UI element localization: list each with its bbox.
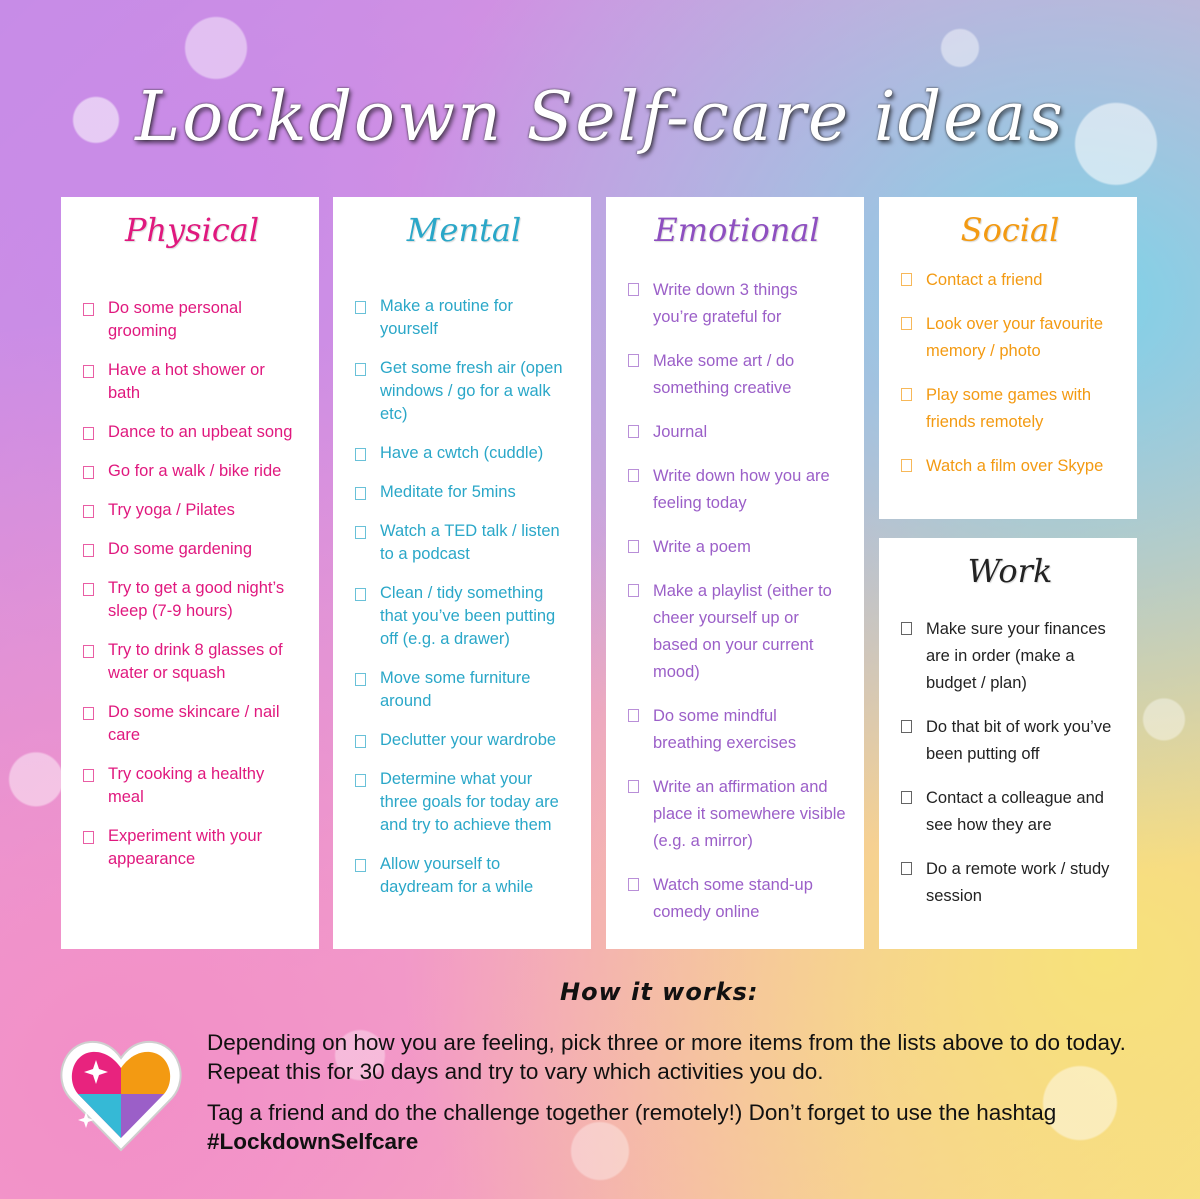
checkbox-icon [901,459,912,472]
checkbox-icon [355,673,366,686]
checkbox-icon [628,283,639,296]
list-item [355,768,573,837]
checkbox-icon [355,448,366,461]
checkbox-icon [628,354,639,367]
checkbox-icon [83,544,94,557]
list-item-label: Write down how you are feeling today [653,467,830,512]
checkbox-icon [355,363,366,376]
list-item [901,382,1119,436]
checkbox-icon [355,526,366,539]
list-item [628,703,846,757]
list-item-label: Contact a colleague and see how they are [926,789,1104,834]
social-heading: Social [960,211,1060,249]
checkbox-icon [628,469,639,482]
checkbox-icon [355,301,366,314]
checkbox-icon [355,735,366,748]
list-item [83,639,301,685]
list-item [355,442,573,465]
list-item-label: Make sure your finances are in order (make a budget / plan) [926,620,1106,692]
list-item [628,463,846,517]
list-item-label: Write an affirmation and place it somewhere visible (e.g. a mirror) [653,778,846,850]
list-item-label: Play some games with friends remotely [926,386,1092,431]
list-item-label: Watch some stand-up comedy online [653,876,813,921]
checkbox-icon [83,583,94,596]
checkbox-icon [628,780,639,793]
list-item-label: Try yoga / Pilates [108,501,235,519]
work-panel [879,538,1137,949]
list-item [901,267,1119,294]
checkbox-icon [83,769,94,782]
social-panel [879,197,1137,519]
list-item-label: Determine what your three goals for today are and try to achieve them [380,770,559,834]
list-item [628,578,846,686]
checkbox-icon [901,720,912,733]
list-item-label: Make a playlist (either to cheer yourself up or based on your current mood) [653,582,832,681]
page-title: Lockdown Self-care ideas [135,78,1065,157]
list-item [83,421,301,444]
list-item [355,520,573,566]
checkbox-icon [355,487,366,500]
checkbox-icon [83,707,94,720]
work-heading: Work [967,552,1053,590]
list-item-label: Make a routine for yourself [380,297,513,338]
list-item [901,714,1119,768]
list-item [355,357,573,426]
list-item [901,785,1119,839]
checkbox-icon [901,273,912,286]
emotional-list [628,277,846,926]
checkbox-icon [628,709,639,722]
checkbox-icon [901,317,912,330]
list-item-label: Experiment with your appearance [108,827,263,868]
how-it-works-title: How it works: [560,978,759,1006]
hashtag: #LockdownSelfcare [207,1129,419,1154]
emotional-heading: Emotional [654,211,820,249]
list-item-label: Declutter your wardrobe [380,731,557,749]
emotional-panel [606,197,864,949]
checkbox-icon [901,862,912,875]
list-item-label: Contact a friend [926,271,1043,289]
list-item-label: Do some gardening [108,540,253,558]
list-item-label: Write a poem [653,538,751,556]
list-item [83,359,301,405]
list-item-label: Allow yourself to daydream for a while [380,855,534,896]
checkbox-icon [83,466,94,479]
list-item-label: Dance to an upbeat song [108,423,293,441]
checkbox-icon [355,859,366,872]
list-item [83,763,301,809]
physical-heading: Physical [124,211,260,249]
list-item-label: Watch a film over Skype [926,457,1104,475]
list-item [83,701,301,747]
list-item-label: Have a cwtch (cuddle) [380,444,544,462]
list-item-label: Try cooking a healthy meal [108,765,265,806]
list-item-label: Go for a walk / bike ride [108,462,282,480]
list-item-label: Try to get a good night’s sleep (7-9 hours) [108,579,285,620]
checkbox-icon [628,425,639,438]
checkbox-icon [83,365,94,378]
list-item [355,582,573,651]
checkbox-icon [83,645,94,658]
list-item-label: Do some personal grooming [108,299,242,340]
checkbox-icon [628,540,639,553]
list-item-label: Journal [653,423,708,441]
list-item-label: Do some skincare / nail care [108,703,280,744]
list-item-label: Try to drink 8 glasses of water or squash [108,641,283,682]
list-item [901,311,1119,365]
list-item-label: Make some art / do something creative [653,352,795,397]
list-item-label: Write down 3 things you’re grateful for [653,281,798,326]
social-list [901,267,1119,480]
list-item [355,295,573,341]
checkbox-icon [83,303,94,316]
checkbox-icon [83,427,94,440]
list-item [355,667,573,713]
how-para-1: Depending on how you are feeling, pick three or more items from the lists above to do today. Repeat this for 30 days and try to vary which activities you do. [207,1030,1126,1084]
list-item [83,499,301,522]
list-item-label: Meditate for 5mins [380,483,516,501]
list-item-label: Clean / tidy something that you’ve been putting off (e.g. a drawer) [380,584,556,648]
checkbox-icon [83,505,94,518]
list-item-label: Get some fresh air (open windows / go for a walk etc) [380,359,563,423]
list-item [83,825,301,871]
list-item [355,481,573,504]
list-item [355,853,573,899]
list-item [83,460,301,483]
checkbox-icon [901,791,912,804]
list-item [628,534,846,561]
heart-logo-icon [58,1030,184,1156]
checkbox-icon [355,774,366,787]
checkbox-icon [628,878,639,891]
list-item [628,419,846,446]
mental-list [355,295,573,899]
list-item [83,538,301,561]
checkbox-icon [901,622,912,635]
list-item-label: Watch a TED talk / listen to a podcast [380,522,560,563]
list-item [628,774,846,855]
checkbox-icon [901,388,912,401]
list-item-label: Look over your favourite memory / photo [926,315,1104,360]
checkbox-icon [628,584,639,597]
list-item [628,348,846,402]
how-it-works-text [207,1028,1147,1168]
list-item [355,729,573,752]
list-item [83,577,301,623]
checkbox-icon [355,588,366,601]
list-item [628,872,846,926]
list-item [901,453,1119,480]
list-item-label: Have a hot shower or bath [108,361,265,402]
how-para-2 [207,1098,1147,1156]
mental-heading: Mental [406,211,522,249]
checkbox-icon [83,831,94,844]
work-list [901,616,1119,910]
list-item-label: Move some furniture around [380,669,531,710]
list-item-label: Do a remote work / study session [926,860,1110,905]
list-item-label: Do some mindful breathing exercises [653,707,797,752]
list-item [83,297,301,343]
list-item [628,277,846,331]
how-para-2-text: Tag a friend and do the challenge together (remotely!) Don’t forget to use the hashtag [207,1100,1057,1125]
physical-panel [61,197,319,949]
list-item [901,856,1119,910]
mental-panel [333,197,591,949]
physical-list [83,297,301,871]
list-item-label: Do that bit of work you’ve been putting off [926,718,1112,763]
list-item [901,616,1119,697]
